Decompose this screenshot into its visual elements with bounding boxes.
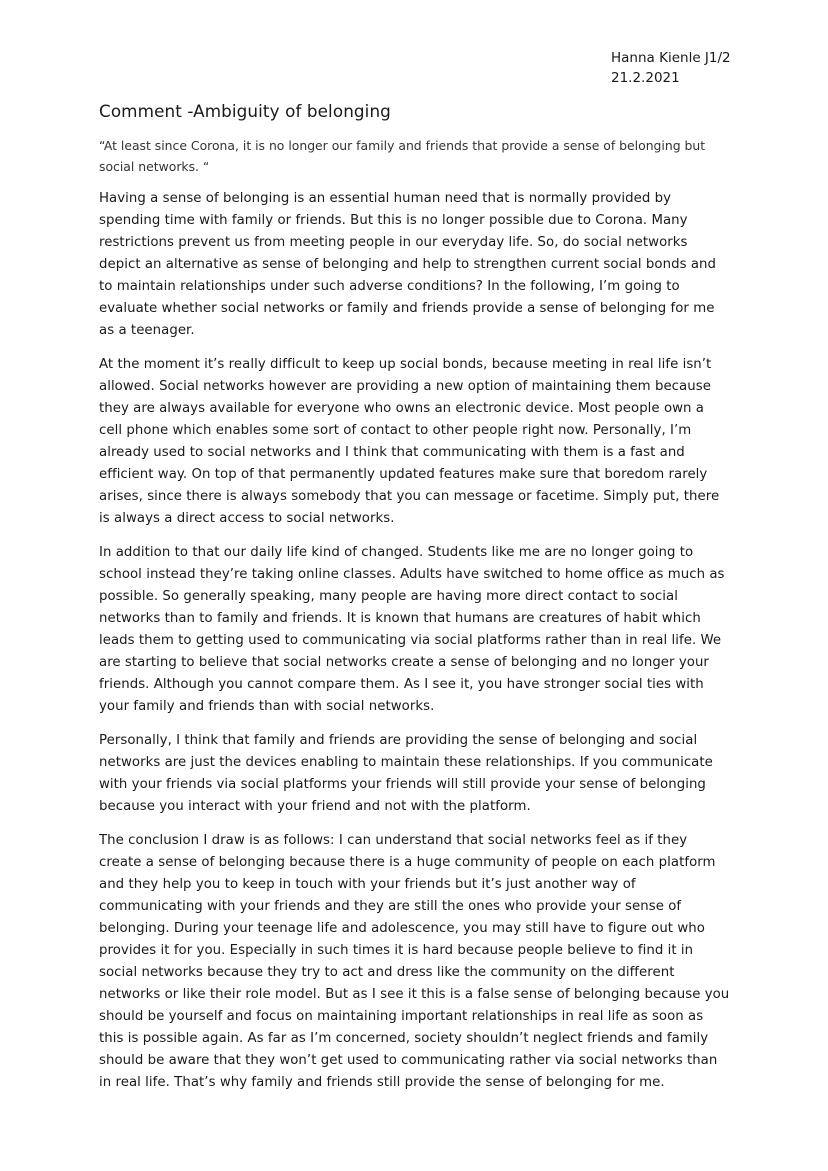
text-line: already used to social networks and I think that communicating with them is a fast and — [99, 445, 685, 460]
text-line: in real life. That’s why family and friends still provide the sense of belonging for me. — [99, 1075, 665, 1090]
text-line: provides it for you. Especially in such times it is hard because people believe to find it in — [99, 943, 694, 958]
text-line: At the moment it’s really difficult to keep up social bonds, because meeting in real life isn’t — [99, 357, 712, 372]
text-line: because you interact with your friend and not with the platform. — [99, 799, 531, 814]
text-line: networks than to family and friends. It is known that humans are creatures of habit which — [99, 611, 701, 626]
quote-line: “At least since Corona, it is no longer our family and friends that provide a sense of belonging but — [99, 138, 706, 153]
text-line: social networks because they try to act and dress like the community on the different — [99, 965, 675, 980]
text-line: evaluate whether social networks or family and friends provide a sense of belonging for me — [99, 301, 715, 316]
body-text — [99, 188, 731, 1106]
document-title: Comment -Ambiguity of belonging — [99, 101, 391, 121]
text-line: cell phone which enables some sort of contact to other people right now. Personally, I’m — [99, 423, 692, 438]
text-line: efficient way. On top of that permanently updated features make sure that boredom rarely — [99, 467, 708, 482]
author-name: Hanna Kienle J1/2 — [611, 50, 731, 66]
text-line: depict an alternative as sense of belonging and help to strengthen current social bonds and — [99, 257, 716, 272]
text-line: communicating with your friends and they are still the ones who provide your sense of — [99, 899, 682, 914]
text-line: friends. Although you cannot compare them. As I see it, you have stronger social ties with — [99, 677, 704, 692]
text-line: networks are just the devices enabling to maintain these relationships. If you communicate — [99, 755, 713, 770]
text-line: belonging. During your teenage life and adolescence, you may still have to figure out who — [99, 921, 705, 936]
text-line: Personally, I think that family and friends are providing the sense of belonging and social — [99, 733, 698, 748]
text-line: arises, since there is always somebody that you can message or facetime. Simply put, there — [99, 489, 720, 504]
text-line: allowed. Social networks however are providing a new option of maintaining them because — [99, 379, 711, 394]
quote-line: social networks. “ — [99, 159, 210, 174]
text-line: school instead they’re taking online classes. Adults have switched to home office as much as — [99, 567, 725, 582]
text-line: should be yourself and focus on maintaining important relationships in real life as soon as — [99, 1009, 704, 1024]
author-block — [611, 48, 731, 88]
opening-quote — [99, 135, 719, 177]
paragraph-conclusion — [99, 830, 731, 1094]
text-line: The conclusion I draw is as follows: I can understand that social networks feel as if they — [99, 833, 688, 848]
text-line: this is possible again. As far as I’m concerned, society shouldn’t neglect friends and family — [99, 1031, 709, 1046]
document-date: 21.2.2021 — [611, 70, 680, 86]
paragraph-introduction — [99, 188, 731, 342]
text-line: Having a sense of belonging is an essential human need that is normally provided by — [99, 191, 672, 206]
text-line: leads them to getting used to communicating via social platforms rather than in real life. We — [99, 633, 722, 648]
text-line: to maintain relationships under such adverse conditions? In the following, I’m going to — [99, 279, 680, 294]
text-line: In addition to that our daily life kind of changed. Students like me are no longer going to — [99, 545, 694, 560]
text-line: is always a direct access to social networks. — [99, 511, 395, 526]
text-line: restrictions prevent us from meeting people in our everyday life. So, do social networks — [99, 235, 688, 250]
paragraph-social-networks — [99, 354, 731, 530]
paragraph-personal-view — [99, 730, 731, 818]
text-line: create a sense of belonging because there is a huge community of people on each platform — [99, 855, 716, 870]
text-line: spending time with family or friends. But this is no longer possible due to Corona. Many — [99, 213, 688, 228]
text-line: possible. So generally speaking, many people are having more direct contact to social — [99, 589, 678, 604]
text-line: they are always available for everyone who owns an electronic device. Most people own a — [99, 401, 705, 416]
paragraph-daily-life — [99, 542, 731, 718]
text-line: should be aware that they won’t get used to communicating rather via social networks than — [99, 1053, 718, 1068]
text-line: your family and friends than with social networks. — [99, 699, 435, 714]
text-line: networks or like their role model. But as I see it this is a false sense of belonging because you — [99, 987, 730, 1002]
text-line: are starting to believe that social networks create a sense of belonging and no longer your — [99, 655, 709, 670]
text-line: as a teenager. — [99, 323, 195, 338]
text-line: with your friends via social platforms your friends will still provide your sense of belonging — [99, 777, 706, 792]
text-line: and they help you to keep in touch with your friends but it’s just another way of — [99, 877, 636, 892]
